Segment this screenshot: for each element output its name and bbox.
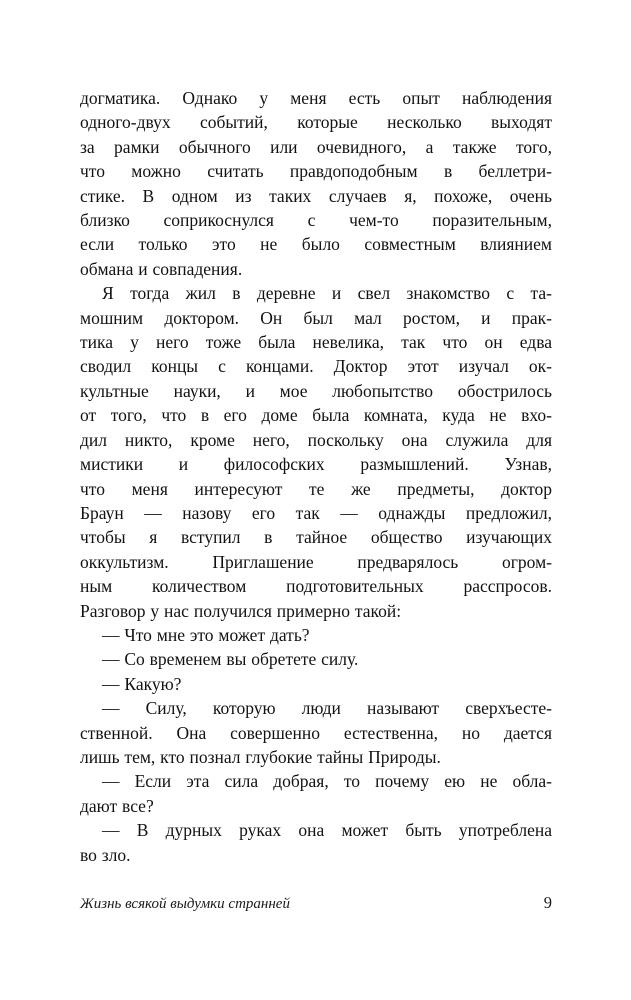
text-line: сводил концы с концами. Доктор этот изучал ок- [80,356,552,377]
text-line: стике. В одном из таких случаев я, похоже, очень [80,185,552,206]
text-line: — Если эта сила добрая, то почему ею не обла- [102,771,552,792]
text-line: близко соприкоснулся с чем-то поразительным, [80,210,552,231]
paragraph [80,281,552,623]
text-line: Браун — назову его так — однажды предложил, [80,502,552,523]
text-line: во зло. [80,844,131,865]
text-line: — В дурных руках она может быть употреблена [102,820,552,841]
text-line: от того, что в его доме была комната, куда не вхо- [80,405,552,426]
text-line: одного-двух событий, которые несколько выходят [80,112,552,133]
text-line: дают все? [80,795,154,816]
text-line: догматика. Однако у меня есть опыт наблюдения [80,88,552,108]
paragraph [80,672,552,696]
text-line: лишь тем, кто познал глубокие тайны Природы. [80,746,441,767]
paragraph [80,623,552,647]
paragraph [80,696,552,769]
paragraph [80,86,552,281]
text-line: культные науки, и мое любопытство обострилось [80,380,552,401]
text-line: — Силу, которую люди называют сверхъесте- [102,698,552,719]
text-block [80,86,552,867]
running-title: Жизнь всякой выдумки странней [80,896,290,912]
text-line: если только это не было совместным влиянием [80,234,552,255]
paragraph [80,647,552,671]
text-line: — Что мне это может дать? [102,624,310,645]
text-line: ным количеством подготовительных расспросов. [80,576,552,597]
text-line: мошним доктором. Он был мал ростом, и прак- [80,307,552,328]
text-line: мистики и философских размышлений. Узнав, [80,454,552,475]
text-line: — Какую? [102,673,182,694]
text-line: что можно считать правдоподобным в беллетри- [80,161,552,182]
text-line: ственной. Она совершенно естественна, но дается [80,722,552,743]
text-line: тика у него тоже была невелика, так что он едва [80,332,552,353]
page-number: 9 [543,893,552,912]
text-line: Я тогда жил в деревне и свел знакомство с та- [102,283,552,304]
text-line: обмана и совпадения. [80,258,243,279]
text-line: чтобы я вступил в тайное общество изучающих [80,527,552,548]
text-line: дил никто, кроме него, поскольку она служила для [80,429,552,450]
text-line: за рамки обычного или очевидного, а также того, [80,136,552,157]
page-footer [80,893,552,913]
paragraph [80,818,552,867]
paragraph [80,769,552,818]
text-line: оккультизм. Приглашение предварялось огром- [80,551,552,572]
text-line: что меня интересуют те же предметы, доктор [80,478,552,499]
text-line: — Со временем вы обретете силу. [102,649,359,670]
text-line: Разговор у нас получился примерно такой: [80,600,402,621]
